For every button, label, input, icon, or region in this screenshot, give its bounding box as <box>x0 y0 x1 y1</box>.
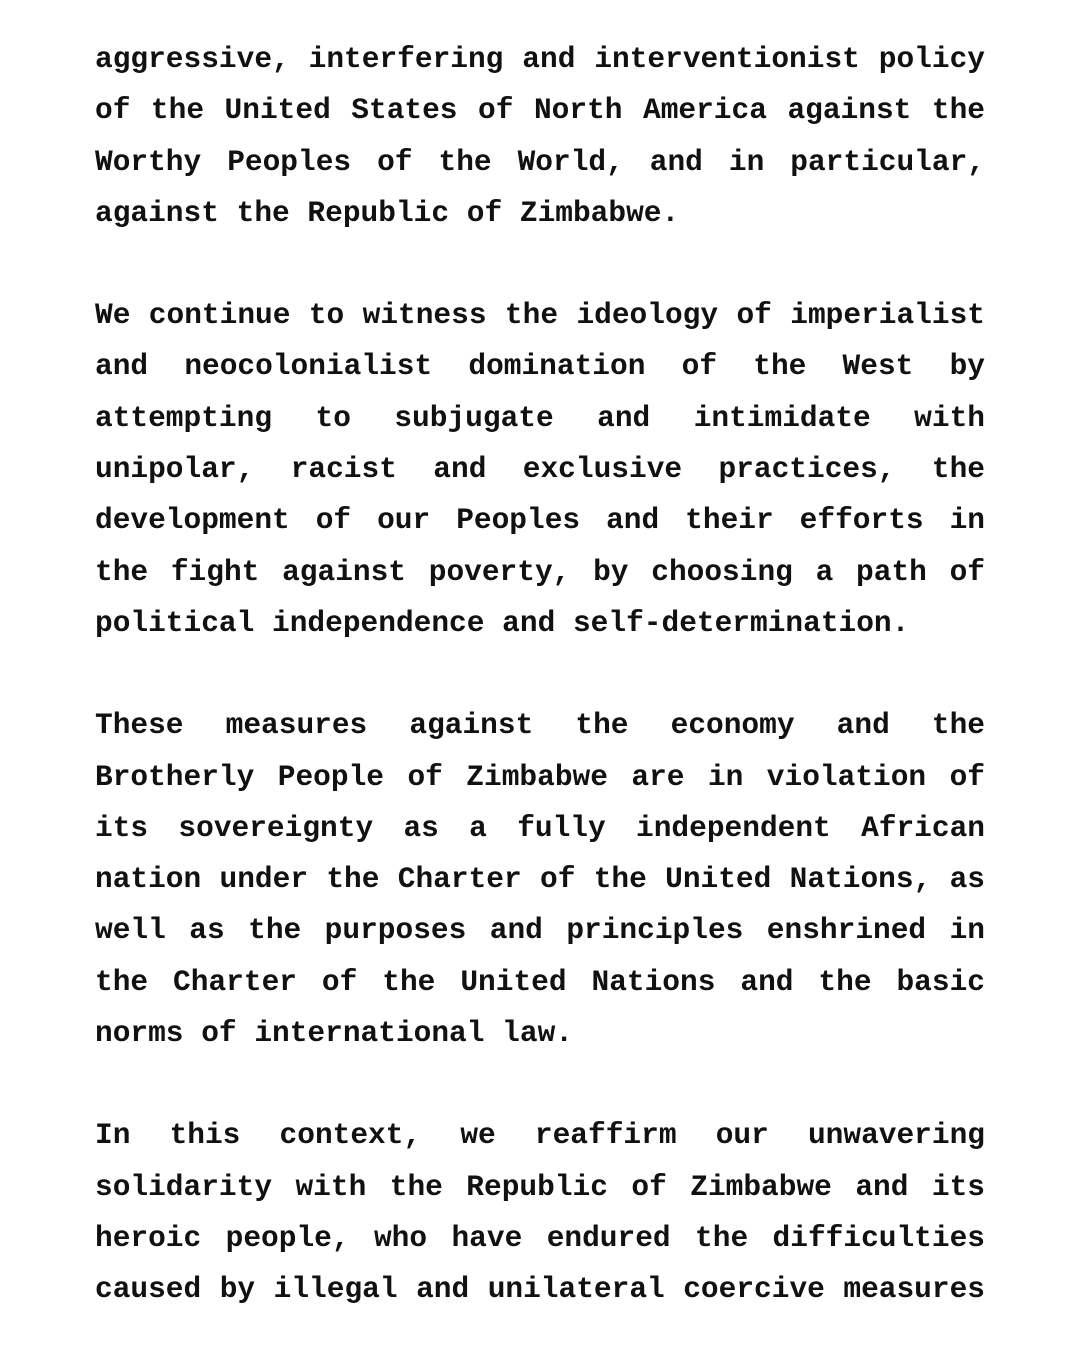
text-line: attempting to subjugate and intimidate with <box>95 400 985 435</box>
paragraph-3 <box>95 700 985 1059</box>
text-line: In this context, we reaffirm our unwavering <box>95 1118 985 1153</box>
text-line: nation under the Charter of the United Nations, as <box>95 862 985 897</box>
text-line: against the Republic of Zimbabwe. <box>95 195 680 230</box>
text-line: Brotherly People of Zimbabwe are in violation of <box>95 759 985 794</box>
paragraph-4 <box>95 1110 985 1315</box>
text-line: aggressive, interfering and interventionist policy <box>95 42 985 76</box>
text-line: norms of international law. <box>95 1016 573 1051</box>
text-line: We continue to witness the ideology of imperialist <box>95 298 985 333</box>
text-line: political independence and self-determination. <box>95 605 910 640</box>
text-line: of the United States of North America against the <box>95 93 985 128</box>
text-line: caused by illegal and unilateral coercive measures <box>95 1272 985 1307</box>
text-line: unipolar, racist and exclusive practices, the <box>95 452 985 487</box>
text-line: heroic people, who have endured the difficulties <box>95 1220 985 1255</box>
text-line: development of our Peoples and their efforts in <box>95 503 985 538</box>
text-line: its sovereignty as a fully independent African <box>95 810 985 845</box>
text-line: the Charter of the United Nations and the basic <box>95 964 985 999</box>
document-body <box>95 34 985 1367</box>
paragraph-1 <box>95 34 985 239</box>
text-line: Worthy Peoples of the World, and in particular, <box>95 144 985 179</box>
text-line: well as the purposes and principles enshrined in <box>95 913 985 948</box>
text-line: These measures against the economy and the <box>95 708 985 743</box>
text-line: and neocolonialist domination of the West by <box>95 349 985 384</box>
paragraph-2 <box>95 290 985 649</box>
text-line: the fight against poverty, by choosing a path of <box>95 554 985 589</box>
text-line: solidarity with the Republic of Zimbabwe and its <box>95 1169 985 1204</box>
